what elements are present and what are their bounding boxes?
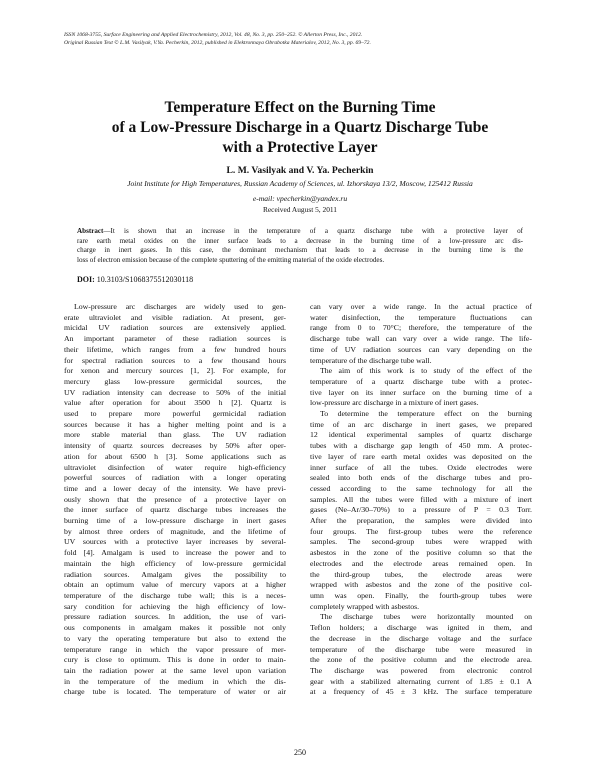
text-line: can vary over a wide range. In the actual practice of bbox=[310, 302, 532, 311]
doi-value[interactable]: 10.3103/S1068375512030118 bbox=[96, 275, 194, 284]
text-line: inner surface of all the tubes. Oxide electrodes were bbox=[310, 462, 532, 472]
abstract-line: charge in inert gases. In this case, the dominant mechanism that leads to a decrease in the burning time is the bbox=[77, 246, 523, 255]
text-line: more stable material than glass. The UV radiation bbox=[64, 430, 286, 440]
text-line: temperature range in which the vapor pressure of mer- bbox=[64, 644, 286, 654]
text-line: To determine the temperature effect on the burning bbox=[320, 409, 532, 419]
text-line: samples. All the tubes were filled with a mixture of inert bbox=[310, 494, 532, 504]
text-line: water disinfection, the temperature fluctuations can bbox=[310, 312, 532, 322]
text-line: temperature of the discharge tube were measured in bbox=[310, 644, 532, 654]
authors: L. M. Vasilyak and V. Ya. Pecherkin bbox=[226, 165, 374, 176]
text-line: asbestos in the zone of the positive column so that the bbox=[310, 548, 532, 558]
text-line: tain the radiation power at the same level upon variation bbox=[64, 665, 286, 675]
text-line: ous components in amalgam makes it possible not only bbox=[64, 623, 286, 633]
text-line: the third-group tubes, the electrode areas were bbox=[310, 569, 532, 579]
text-line: completely wrapped with asbestos. bbox=[310, 601, 420, 611]
text-line: powerful sources of radiation with a longer operating bbox=[64, 473, 286, 483]
text-line: umn was open. Finally, the fourth-group tubes were bbox=[310, 590, 532, 600]
text-line: maintain the high efficiency of low-pressure germicidal bbox=[64, 558, 286, 568]
header-line-1: ISSN 1068-3755, Surface Engineering and Applied Electrochemistry, 2012, Vol. 48, No. 3, pp. 250–252. © Allerton Press, Inc., 2012. bbox=[64, 32, 363, 38]
text-line: by almost three orders of magnitude, and the lifetime of bbox=[64, 526, 286, 536]
text-line: sary condition for achieving the high efficiency of low- bbox=[64, 601, 286, 611]
text-line: sealed into both ends of the discharge tubes and pro- bbox=[310, 473, 532, 483]
text-line: time and a lower decay of the intensity. We have previ- bbox=[64, 483, 286, 493]
left-column bbox=[64, 302, 286, 698]
abstract-line: —It is shown that an increase in the temperature of a quartz discharge tube with a protective layer of bbox=[103, 227, 523, 235]
text-line: in the temperature of the medium in which the dis- bbox=[64, 676, 286, 686]
text-line: temperature of the discharge tube wall. bbox=[310, 355, 432, 365]
text-line: used to prepare more powerful germicidal radiation bbox=[64, 409, 286, 419]
text-line: The discharge tubes were horizontally mounted on bbox=[320, 612, 532, 622]
text-line: fold [4]. Amalgam is used to increase the power and to bbox=[64, 548, 286, 558]
text-line: micidal UV radiation sources are extensively applied. bbox=[64, 323, 286, 333]
text-line: The discharge was powered from electronic control bbox=[310, 665, 532, 675]
text-line: samples. The second-group tubes were wrapped with bbox=[310, 537, 532, 547]
text-line: gases (Ne–Ar/30–70%) to a pressure of P = 0.3 Torr. bbox=[310, 505, 532, 515]
text-line: time of an arc discharge in inert gases, we prepared bbox=[310, 419, 532, 429]
text-line: ation for about 6500 h [3]. Some applications such as bbox=[64, 451, 286, 461]
text-line: electrodes and the electrode areas remained open. In bbox=[310, 558, 532, 568]
title-line-2: of a Low-Pressure Discharge in a Quartz Discharge Tube bbox=[111, 119, 489, 136]
abstract-line: rare earth metal oxides on the inner surface leads to a decrease in the burning time of a low-pressure arc dis- bbox=[77, 236, 523, 245]
text-line: pressure radiation sources. In addition, the use of vari- bbox=[64, 612, 286, 622]
email[interactable]: e-mail: vpecherkin@yandex.ru bbox=[252, 194, 348, 203]
text-line: range from 0 to 70°C; therefore, the temperature of the bbox=[310, 323, 532, 333]
title-line-3: with a Protective Layer bbox=[222, 139, 378, 156]
right-column bbox=[310, 302, 532, 698]
text-line: discharge tube wall can vary over a wide range. The life- bbox=[310, 334, 532, 344]
affiliation: Joint Institute for High Temperatures, Russian Academy of Sciences, ul. Izhorskaya 13/2, Moscow, 125412 Russia bbox=[127, 179, 473, 188]
text-line: 12 identical experimental samples of quartz discharge bbox=[310, 430, 532, 440]
text-line: temperature of the discharge tube wall; this is a neces- bbox=[64, 590, 286, 600]
doi-label: DOI: bbox=[77, 275, 95, 284]
text-line: for spectral radiation sources to a few thousand hours bbox=[64, 355, 286, 365]
text-line: low-pressure arc discharge in a mixture of inert gases. bbox=[310, 398, 479, 408]
abstract bbox=[77, 227, 523, 265]
text-line: tubes with a discharge gap length of 450 mm. A protec- bbox=[310, 441, 532, 451]
text-line: the inner surface of quartz discharge tubes increases the bbox=[64, 505, 286, 515]
text-line: UV radiation intensity can decrease to 50% of the initial bbox=[64, 387, 286, 397]
text-line: After the preparation, the samples were divided into bbox=[310, 516, 532, 526]
text-line: mercury glass low-pressure germicidal sources, the bbox=[64, 376, 286, 386]
text-line: value after operation for about 3500 h [2]. Quartz is bbox=[64, 398, 286, 408]
text-line: tive layer on its inner surface on the burning time of a bbox=[310, 387, 532, 397]
text-line: erate ultraviolet and visible radiation. At present, ger- bbox=[64, 312, 286, 322]
header-line-2: Original Russian Text © L.M. Vasilyak, V.Ya. Pecherkin, 2012, published in Elektronnaya Obrabotka Materialov, 2012, No. 3, pp. 69–72. bbox=[64, 40, 371, 46]
text-line: Teflon holders; a discharge was ignited in them, and bbox=[310, 623, 532, 633]
text-line: obtain an optimum value of mercury vapors at a higher bbox=[64, 580, 286, 590]
abstract-label: Abstract bbox=[77, 227, 104, 235]
text-line: at a frequency of 45 ± 3 kHz. The surface temperature bbox=[310, 687, 532, 697]
text-line: charge tube is located. The temperature of water or air bbox=[64, 687, 286, 697]
text-line: four groups. The first-group tubes were the reference bbox=[310, 526, 532, 536]
page-number: 250 bbox=[294, 748, 306, 757]
text-line: tive layer of rare earth metal oxides was deposited on the bbox=[310, 451, 532, 461]
paper-title bbox=[40, 98, 560, 158]
text-line: ultraviolet disinfection of water require high-efficiency bbox=[64, 462, 286, 472]
text-line: cessed according to the same technology for all the bbox=[310, 483, 532, 493]
text-line: UV sources with a protective layer increases by several- bbox=[64, 537, 286, 547]
text-line: The aim of this work is to study of the effect of the bbox=[320, 366, 532, 376]
text-line: to vary the operating temperature but also to extend the bbox=[64, 633, 286, 643]
text-line: the decrease in the discharge voltage and the surface bbox=[310, 633, 532, 643]
text-line: intensity of quartz sources decreases by 50% after oper- bbox=[64, 441, 286, 451]
received-date: Received August 5, 2011 bbox=[262, 205, 338, 214]
journal-header bbox=[64, 31, 544, 47]
text-line: the zone of the positive column and the electrode area. bbox=[310, 655, 532, 665]
text-line: wrapped with asbestos and the zone of the positive col- bbox=[310, 580, 532, 590]
text-line: for xenon and mercury sources [1, 2]. For example, for bbox=[64, 366, 286, 376]
text-line: ously shown that the presence of a protective layer on bbox=[64, 494, 286, 504]
text-line: radiation sources. Amalgam gives the possibility to bbox=[64, 569, 286, 579]
text-line: cury is close to optimum. This is done in order to main- bbox=[64, 655, 286, 665]
text-line: An important parameter of these radiation sources is bbox=[64, 334, 286, 344]
title-line-1: Temperature Effect on the Burning Time bbox=[164, 99, 436, 116]
text-line: sources because it has a higher melting point and is a bbox=[64, 419, 286, 429]
text-line: Low-pressure arc discharges are widely used to gen- bbox=[74, 302, 286, 311]
text-line: gear with a stabilized alternating current of 1.85 ± 0.1 A bbox=[310, 676, 532, 686]
text-line: temperature of a quartz discharge tube with a protec- bbox=[310, 376, 532, 386]
doi bbox=[77, 275, 523, 285]
text-line: time of UV radiation sources can vary depending on the bbox=[310, 344, 532, 354]
abstract-line: loss of electron emission because of the complete sputtering of the emitting material of the oxide electrodes. bbox=[77, 255, 385, 264]
text-line: burning time of a low-pressure discharge in inert gases bbox=[64, 516, 286, 526]
text-line: their lifetime, which ranges from a few hundred hours bbox=[64, 344, 286, 354]
